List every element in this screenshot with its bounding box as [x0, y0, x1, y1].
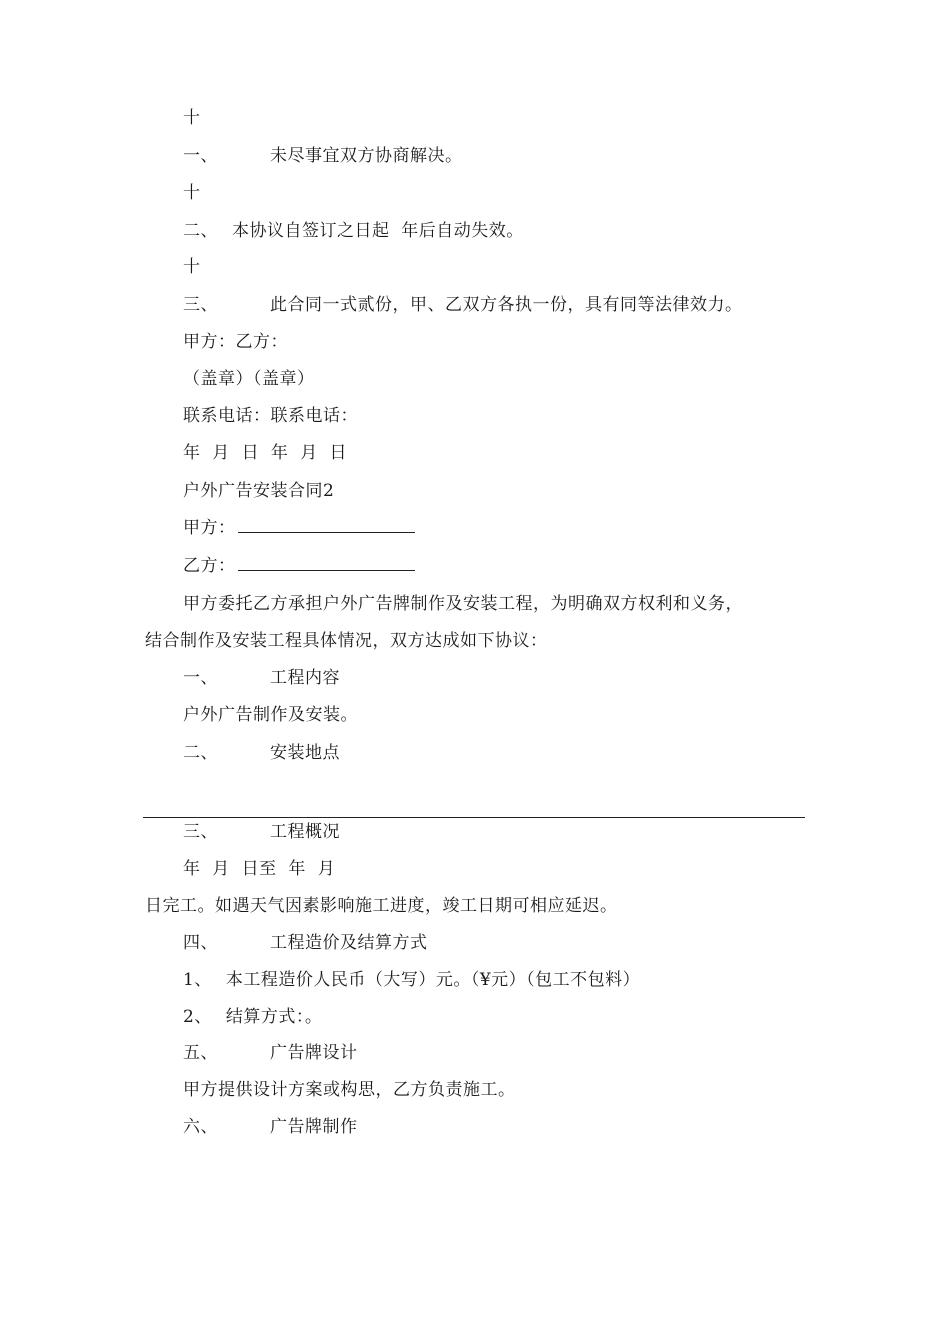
- seal-line: （盖章）（盖章）: [183, 369, 315, 389]
- clause-12: [183, 220, 524, 242]
- party-a-line: [183, 517, 415, 539]
- intro-paragraph-line-1: 甲方委托乙方承担户外广告牌制作及安装工程，为明确双方权利和义务，: [183, 594, 743, 614]
- subclause-2: [183, 1006, 322, 1028]
- clause-prefix: 十: [183, 257, 201, 277]
- clause-text: 工程概况: [270, 822, 340, 842]
- clause-number: 一、: [183, 668, 218, 688]
- body-line: 甲方提供设计方案或构思，乙方负责施工。: [183, 1080, 516, 1100]
- clause-3: [183, 821, 340, 843]
- body-line: 户外广告制作及安装。: [183, 705, 358, 725]
- clause-text: 工程造价及结算方式: [270, 933, 428, 953]
- clause-5: [183, 1042, 358, 1064]
- clause-text: 广告牌制作: [270, 1117, 358, 1137]
- clause-number: 三、: [183, 295, 218, 315]
- clause-11: [183, 145, 463, 167]
- clause-number: 三、: [183, 822, 218, 842]
- party-line: 甲方：乙方：: [183, 332, 288, 352]
- clause-number: 六、: [183, 1117, 218, 1137]
- party-b-label: 乙方：: [183, 556, 236, 576]
- clause-number: 2、: [183, 1007, 212, 1027]
- clause-1: [183, 667, 340, 689]
- clause-number: 五、: [183, 1043, 218, 1063]
- clause-text: 本工程造价人民币（大写）元。（¥元）（包工不包料）: [225, 970, 641, 990]
- clause-2: [183, 742, 340, 764]
- party-a-blank: [238, 518, 415, 533]
- doc-line: [183, 256, 201, 278]
- clause-text: 工程内容: [270, 668, 340, 688]
- clause-number: 四、: [183, 933, 218, 953]
- clause-number: 二、: [183, 221, 218, 241]
- party-b-blank: [238, 556, 415, 571]
- subclause-1: [183, 969, 640, 991]
- clause-text: 结算方式：。: [225, 1007, 323, 1027]
- clause-13: [183, 294, 743, 316]
- phone-line: 联系电话：联系电话：: [183, 406, 358, 426]
- clause-prefix: 十: [183, 183, 201, 203]
- clause-text: 安装地点: [270, 743, 340, 763]
- clause-4: [183, 932, 428, 954]
- doc-line: [183, 182, 201, 204]
- intro-paragraph-line-2: 结合制作及安装工程具体情况，双方达成如下协议：: [145, 631, 548, 651]
- section-title: 户外广告安装合同2: [183, 481, 335, 501]
- clause-prefix: 十: [183, 108, 201, 128]
- clause-text: 广告牌设计: [270, 1043, 358, 1063]
- clause-number: 1、: [183, 970, 212, 990]
- body-line: 日完工。如遇天气因素影响施工进度，竣工日期可相应延迟。: [145, 896, 618, 916]
- clause-6: [183, 1116, 358, 1138]
- party-b-line: [183, 555, 415, 577]
- clause-text: 未尽事宜双方协商解决。: [270, 146, 463, 166]
- party-a-label: 甲方：: [183, 518, 236, 538]
- clause-number: 一、: [183, 146, 218, 166]
- clause-number: 二、: [183, 743, 218, 763]
- doc-line: [183, 107, 201, 129]
- clause-text: 此合同一式贰份，甲、乙双方各执一份，具有同等法律效力。: [270, 295, 743, 315]
- horizontal-rule: [143, 817, 805, 818]
- date-range-line: 年 月 日至 年 月: [183, 859, 336, 879]
- date-line: 年 月 日 年 月 日: [183, 443, 348, 463]
- clause-text: 本协议自签订之日起 年后自动失效。: [232, 221, 524, 241]
